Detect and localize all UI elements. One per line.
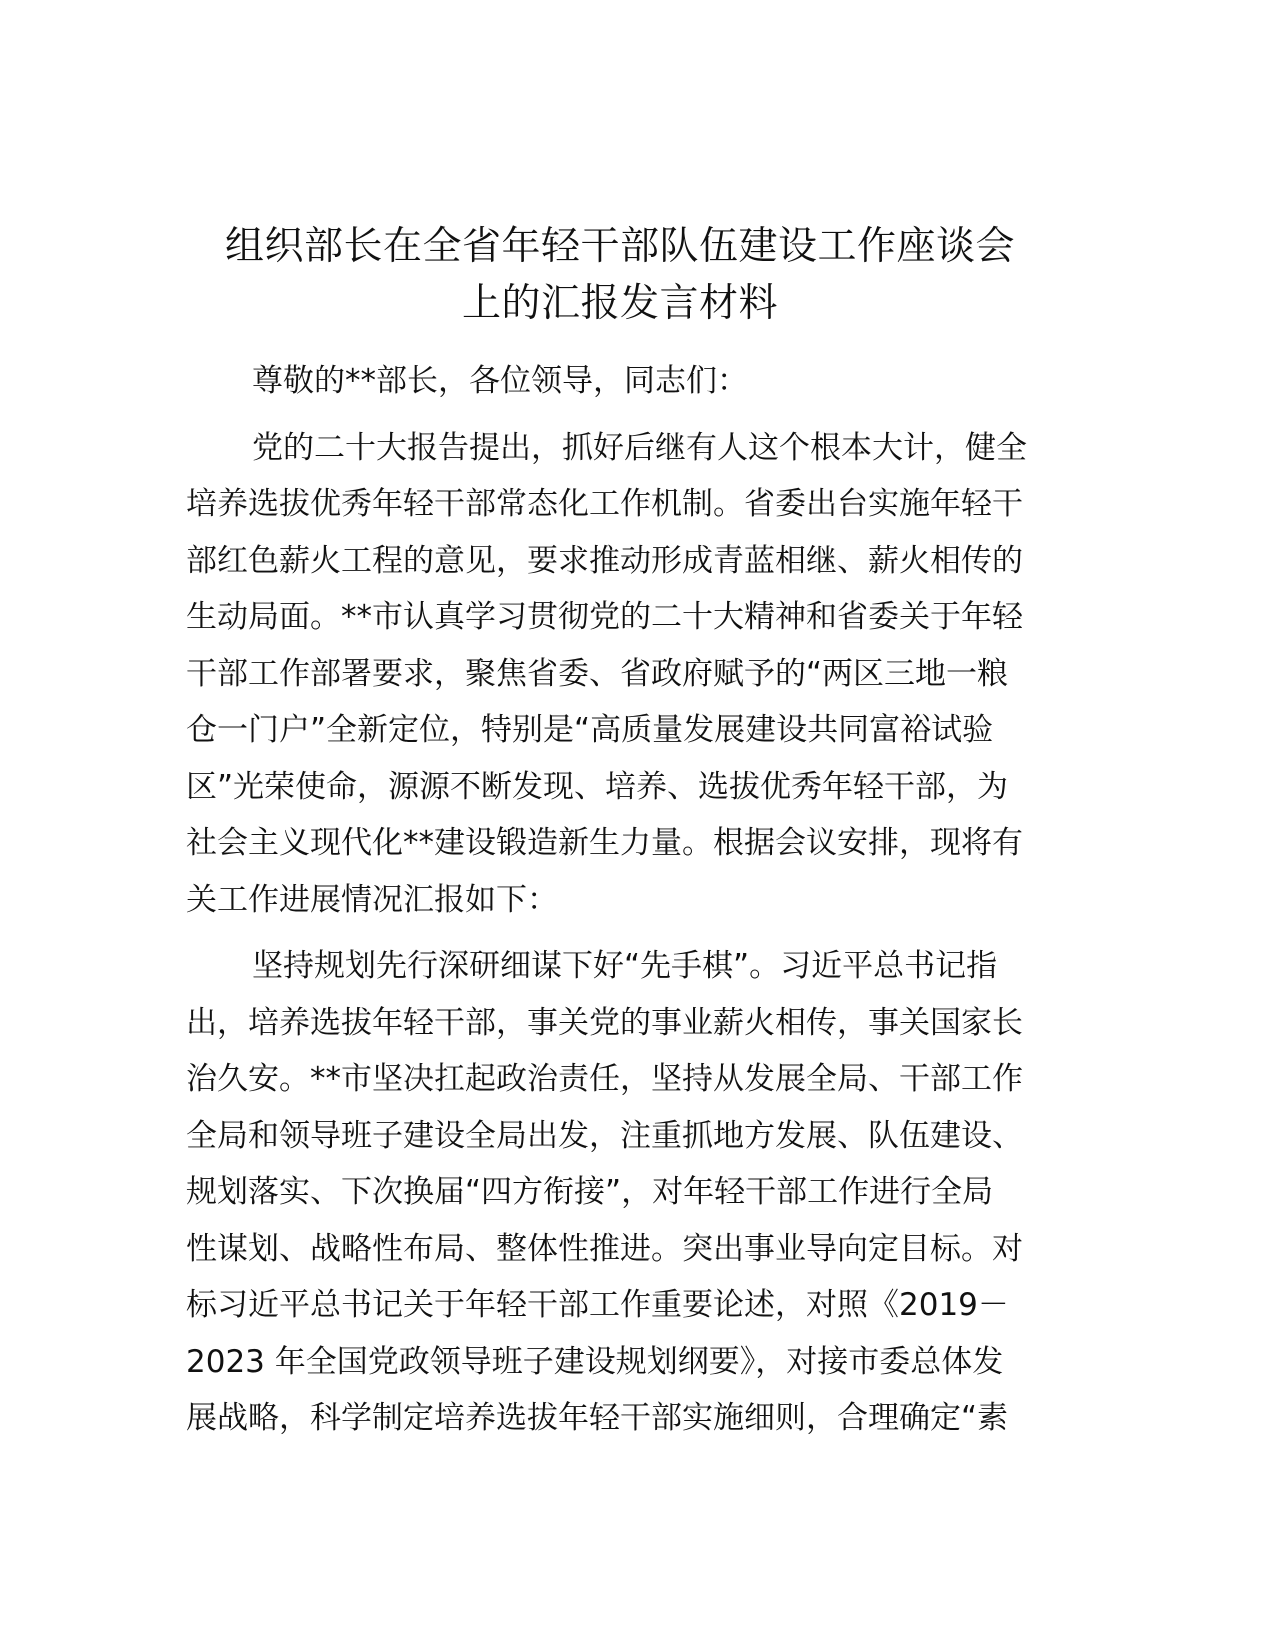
intro-paragraph — [186, 420, 1086, 929]
text-line: 规划落实、下次换届“四方衔接”，对年轻干部工作进行全局 — [186, 1174, 994, 1210]
salutation-line: 尊敬的**部长，各位领导，同志们： — [252, 363, 748, 399]
text-line: 仓一门户”全新定位，特别是“高质量发展建设共同富裕试验 — [186, 712, 994, 748]
text-line: 展战略，科学制定培养选拔年轻干部实施细则，合理确定“素 — [186, 1400, 1009, 1436]
text-line: 标习近平总书记关于年轻干部工作重要论述，对照《2019－ — [186, 1287, 1009, 1323]
title-line: 组织部长在全省年轻干部队伍建设工作座谈会 — [224, 224, 1015, 269]
document-body — [186, 353, 1086, 1457]
text-line: 党的二十大报告提出，抓好后继有人这个根本大计，健全 — [252, 429, 1027, 466]
text-line: 区”光荣使命，源源不断发现、培养、选拔优秀年轻干部，为 — [186, 768, 1009, 805]
text-line: 培养选拔优秀年轻干部常态化工作机制。省委出台实施年轻干 — [186, 486, 1023, 522]
text-line: 关工作进展情况汇报如下： — [186, 881, 558, 918]
text-line: 社会主义现代化**建设锻造新生力量。根据会议安排，现将有 — [186, 825, 1023, 861]
document-title — [160, 218, 1080, 332]
text-line: 坚持规划先行深研细谋下好“先手棋”。习近平总书记指 — [252, 948, 998, 984]
text-line: 全局和领导班子建设全局出发，注重抓地方发展、队伍建设、 — [186, 1117, 1023, 1154]
text-line: 性谋划、战略性布局、整体性推进。突出事业导向定目标。对 — [186, 1230, 1023, 1267]
text-line: 部红色薪火工程的意见，要求推动形成青蓝相继、薪火相传的 — [186, 542, 1023, 579]
text-line: 生动局面。**市认真学习贯彻党的二十大精神和省委关于年轻 — [186, 599, 1023, 635]
salutation-paragraph — [186, 353, 1086, 410]
text-line: 治久安。**市坚决扛起政治责任，坚持从发展全局、干部工作 — [186, 1061, 1023, 1097]
text-line: 出，培养选拔年轻干部，事关党的事业薪火相传，事关国家长 — [186, 1004, 1023, 1041]
text-line: 2023 年全国党政领导班子建设规划纲要》，对接市委总体发 — [186, 1343, 1004, 1380]
planning-paragraph — [186, 938, 1086, 1447]
title-line: 上的汇报发言材料 — [461, 281, 778, 326]
text-line: 干部工作部署要求，聚焦省委、省政府赋予的“两区三地一粮 — [186, 655, 1009, 692]
